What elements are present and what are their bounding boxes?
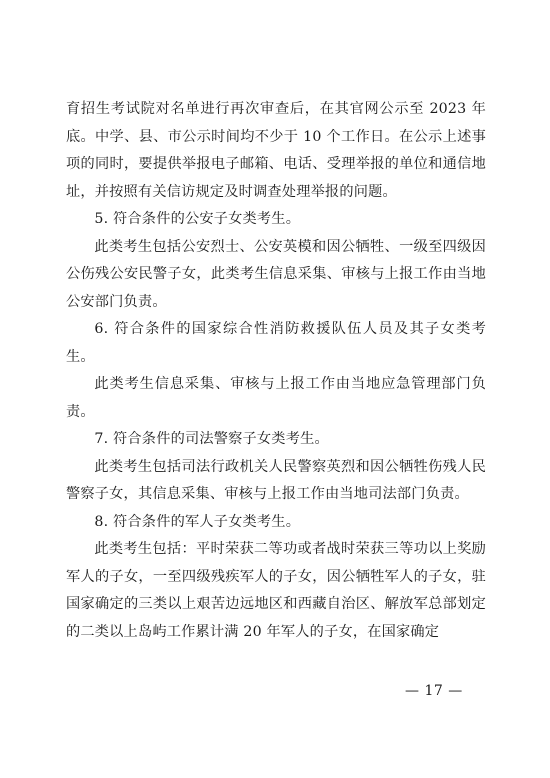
paragraph-continued: 育招生考试院对名单进行再次审查后，在其官网公示至 2023 年底。中学、县、市公示时间均不少于 10 个工作日。在公示上述事项的同时，要提供举报电子邮箱、电话、受理举报的单位和通信地址，并按照有关信访规定及时调查处理举报的问题。 [66, 101, 486, 200]
item-body-6: 此类考生信息采集、审核与上报工作由当地应急管理部门负责。 [66, 376, 486, 420]
item-body-7: 此类考生包括司法行政机关人民警察英烈和因公牺牲伤残人民警察子女，其信息采集、审核与上报工作由当地司法部门负责。 [66, 458, 486, 502]
item-heading-5: 5. 符合条件的公安子女类考生。 [94, 211, 301, 227]
item-heading-6: 6. 符合条件的国家综合性消防救援队伍人员及其子女类考生。 [66, 321, 486, 365]
item-heading-8: 8. 符合条件的军人子女类考生。 [94, 513, 301, 530]
item-body-5: 此类考生包括公安烈士、公安英模和因公牺牲、一级至四级因公伤残公安民警子女，此类考生信息采集、审核与上报工作由当地公安部门负责。 [66, 238, 486, 310]
document-body [66, 96, 486, 646]
page-number: — 17 — [405, 683, 463, 699]
item-body-8: 此类考生包括：平时荣获二等功或者战时荣获三等功以上奖励军人的子女，一至四级残疾军人的子女，因公牺牲军人的子女，驻国家确定的三类以上艰苦边远地区和西藏自治区、解放军总部划定的二类以上岛屿工作累计满 20 年军人的子女，在国家确定 [66, 541, 486, 640]
item-heading-7: 7. 符合条件的司法警察子女类考生。 [94, 431, 329, 447]
